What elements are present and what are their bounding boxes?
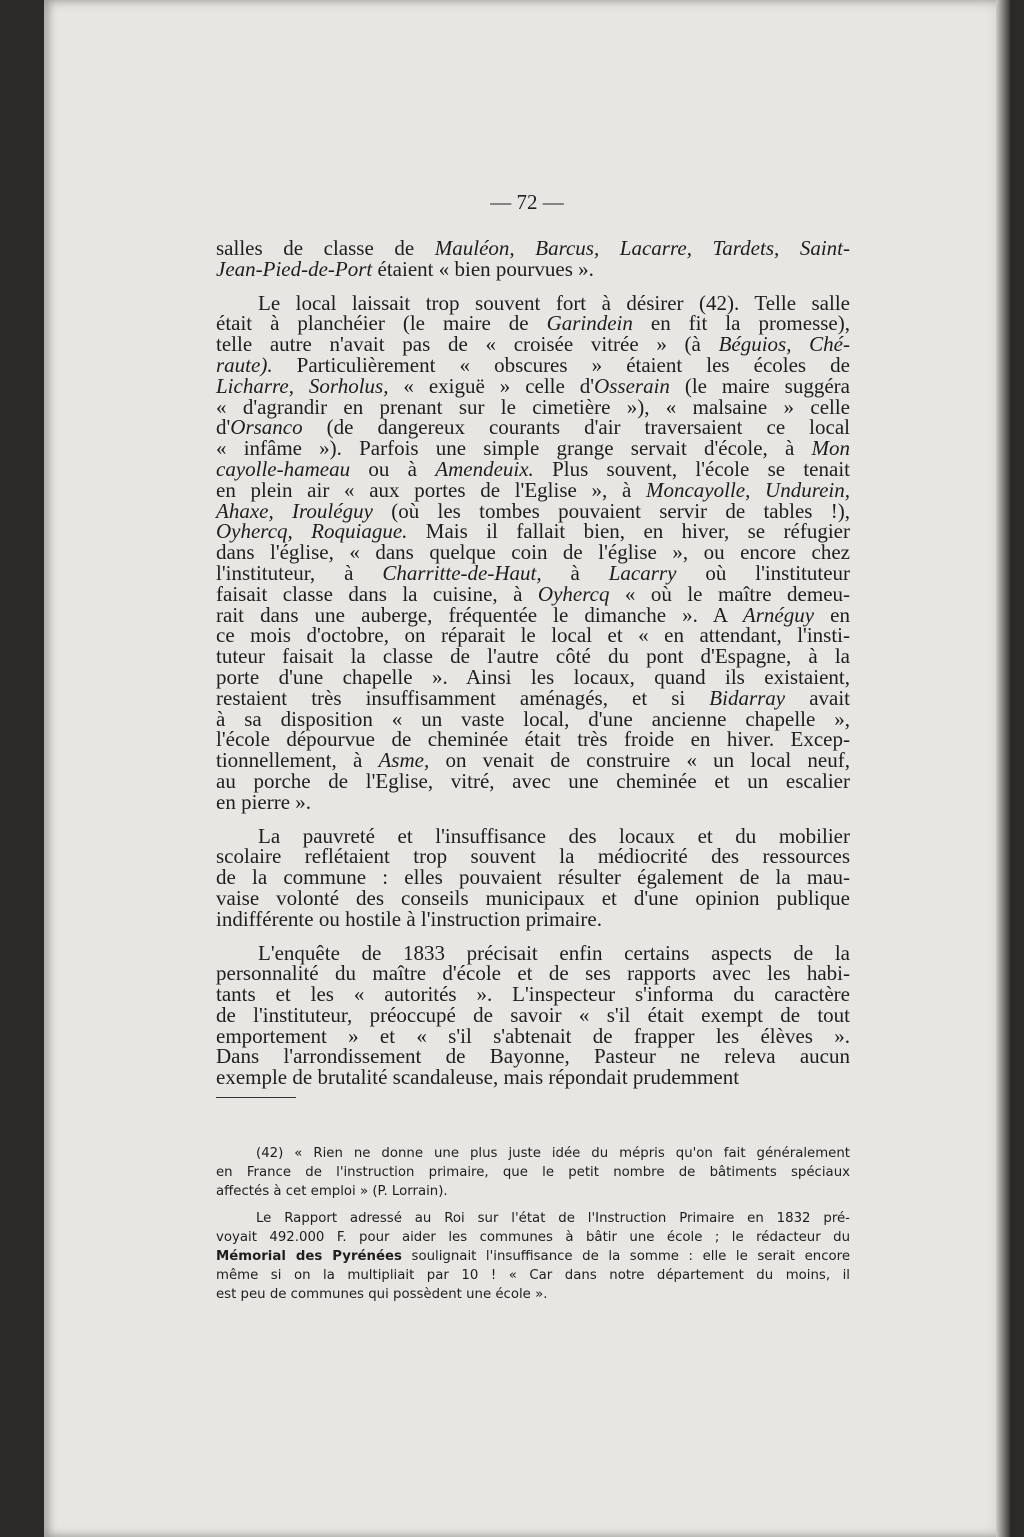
text-run: L'enquête de 1833 précisait enfin certains aspects de la (258, 940, 850, 965)
text-run: tuteur faisait la classe de l'autre côté du pont d'Espagne, à la (216, 644, 850, 669)
text-line (216, 1247, 850, 1266)
text-run: (où les tombes pouvaient servir de tables !), (372, 498, 850, 523)
text-run: Plus souvent, l'école se tenait (533, 456, 850, 481)
text-run: telle autre n'avait pas de « croisée vitrée » (à (216, 332, 719, 357)
text-run: étaient « bien pourvues ». (372, 256, 594, 281)
text-run: de la commune : elles pouvaient résulter également de la mau- (216, 865, 850, 890)
text-line (216, 1163, 850, 1182)
place-name: Asme, (378, 748, 430, 773)
text-line (216, 664, 850, 689)
text-run: vaise volonté des conseils municipaux et d'une opinion publique (216, 885, 850, 910)
text-run: tants et les « autorités ». L'inspecteur s'informa du caractère (216, 982, 850, 1007)
text-run: ou à (350, 456, 436, 481)
text-line (216, 1144, 850, 1163)
text-line (216, 846, 850, 867)
place-name: Charritte-de-Haut, (382, 560, 542, 585)
text-run: en (814, 602, 850, 627)
text-line (216, 498, 850, 523)
text-run: voyait 492.000 F. pour aider les communes à bâtir une école ; le rédacteur du (216, 1230, 850, 1245)
text-run: « où le maître demeu- (609, 581, 851, 606)
text-line (216, 477, 850, 502)
text-run: au porche de l'Eglise, vitré, avec une cheminée et un escalier (216, 768, 850, 793)
text-run: « d'agrandir en prenant sur le cimetière »), « malsaine » celle (216, 394, 850, 419)
place-name: Mon (811, 436, 850, 461)
text-run: emportement » et « s'il s'abtenait de frapper les élèves ». (216, 1023, 850, 1048)
footnote-separator (216, 1097, 296, 1098)
text-run: Mais il fallait bien, en hiver, se réfugier (407, 519, 850, 544)
text-line (216, 373, 850, 398)
text-line (216, 521, 850, 542)
text-run: on venait de construire « un local neuf, (429, 748, 850, 773)
text-run: Le Rapport adressé au Roi sur l'état de l'Instruction Primaire en 1832 pré- (256, 1211, 850, 1226)
page-gutter (996, 0, 1010, 1537)
text-run: Le local laissait trop souvent fort à désirer (42). Telle salle (258, 290, 850, 315)
text-line (216, 456, 850, 481)
text-line (216, 256, 850, 281)
text-run: Dans l'arrondissement de Bayonne, Pasteur ne releva aucun (216, 1044, 850, 1069)
text-run: salles de classe de (216, 236, 435, 260)
text-line (216, 290, 850, 315)
text-run: (42) « Rien ne donne une plus juste idée du mépris qu'on fait généralement (256, 1146, 850, 1161)
text-run: en plein air « aux portes de l'Eglise », à (216, 477, 646, 502)
text-line (216, 560, 851, 585)
place-name: Licharre, Sorholus, (216, 373, 389, 398)
place-name: Oyhercq (537, 581, 610, 606)
text-run: l'instituteur, à (216, 560, 383, 585)
text-run: l'école dépourvue de cheminée était très froide en hiver. Excep- (216, 727, 850, 752)
text-line (216, 542, 850, 563)
text-run: en France de l'instruction primaire, que le petit nombre de bâtiments spéciaux (216, 1165, 850, 1180)
footnote-paragraph (216, 1144, 850, 1201)
text-run: scolaire reflétaient trop souvent la médiocrité des ressources (216, 844, 850, 869)
footnotes (216, 1144, 850, 1312)
text-line (216, 238, 850, 259)
place-name: Béguios, Ché- (718, 332, 851, 357)
text-line (216, 646, 850, 667)
text-line (216, 867, 850, 888)
text-run: « exiguë » celle d' (388, 373, 595, 398)
body-paragraph (216, 290, 851, 814)
place-name: Amendeuix. (435, 456, 534, 481)
place-name: cayolle-hameau (216, 456, 351, 481)
text-line (216, 417, 850, 438)
body-paragraph (216, 238, 850, 280)
body-text (216, 238, 850, 1101)
text-run: personnalité du maître d'école et de ses rapports avec les habi- (216, 961, 850, 986)
text-run: restaient très insuffisamment aménagés, et si (216, 685, 710, 710)
text-line (216, 906, 850, 931)
text-run: à sa disposition « un vaste local, d'une ancienne chapelle », (216, 706, 850, 731)
text-run: porte d'une chapelle ». Ainsi les locaux, quand ils existaient, (216, 664, 850, 689)
text-run: où l'instituteur (676, 560, 851, 585)
text-run: à (541, 560, 609, 585)
text-line (216, 789, 850, 814)
place-name: Garindein (546, 311, 633, 336)
text-line (216, 1209, 850, 1228)
text-line (216, 1182, 850, 1201)
place-name: Bidarray (709, 685, 786, 710)
publication-title: Mémorial des Pyrénées (216, 1249, 402, 1264)
text-run: (de dangereux courants d'air traversaient ce local (302, 415, 850, 440)
text-run: en fit la promesse), (632, 311, 850, 336)
text-run: rait dans une auberge, fréquentée le dimanche ». A (216, 602, 743, 627)
text-run: tionnellement, à (216, 748, 379, 773)
text-run: affectés à cet emploi » (P. Lorrain). (216, 1184, 448, 1199)
place-name: Moncayolle, Undurein, (645, 477, 850, 502)
text-run: faisait classe dans la cuisine, à (216, 581, 538, 606)
place-name: Orsanco (230, 415, 303, 440)
text-line (216, 729, 850, 750)
text-line (216, 313, 850, 334)
place-name: Arnéguy (742, 602, 815, 627)
text-line (216, 750, 850, 771)
text-run: La pauvreté et l'insuffisance des locaux et du mobilier (258, 823, 850, 848)
text-run: exemple de brutalité scandaleuse, mais répondait prudemment (216, 1065, 740, 1090)
body-paragraph (216, 823, 850, 931)
page-number: — 72 — (490, 190, 564, 214)
place-name: Jean-Pied-de-Port (216, 256, 373, 281)
text-run: est peu de communes qui possèdent une école ». (216, 1287, 548, 1302)
text-run: était à planchéier (le maire de (216, 311, 547, 336)
text-run: soulignait l'insuffisance de la somme : elle le serait encore (401, 1249, 851, 1264)
text-run: d' (216, 415, 231, 440)
text-line (216, 602, 850, 627)
text-run: avait (785, 685, 850, 710)
footnote-paragraph (216, 1209, 850, 1304)
text-run: Particulièrement « obscures » étaient les écoles de (272, 352, 850, 377)
text-run: « infâme »). Parfois une simple grange servait d'école, à (216, 436, 812, 461)
text-line (216, 823, 850, 848)
text-line (216, 1046, 850, 1067)
text-line (216, 940, 850, 965)
text-run: ce mois d'octobre, on réparait le local et « en attendant, l'insti- (216, 623, 850, 648)
text-line (216, 706, 850, 731)
place-name: Osserain (594, 373, 670, 398)
place-name: Ahaxe, Irouléguy (216, 498, 373, 523)
text-run: indifférente ou hostile à l'instruction primaire. (216, 906, 602, 931)
text-line (216, 1002, 850, 1027)
body-paragraph (216, 940, 850, 1090)
text-line (216, 581, 851, 606)
text-line (216, 394, 850, 419)
text-run: même si on la multipliait par 10 ! « Car dans notre département du moins, il (216, 1268, 850, 1283)
text-line (216, 334, 850, 355)
place-name: Mauléon, Barcus, Lacarre, Tardets, Saint- (434, 236, 850, 260)
text-line (216, 963, 850, 984)
text-line (216, 1067, 850, 1088)
text-line (216, 625, 850, 646)
text-line (216, 768, 850, 793)
place-name: raute). (216, 352, 273, 377)
text-run: de l'instituteur, préoccupé de savoir « s'il était exempt de tout (216, 1002, 850, 1027)
text-line (216, 1285, 850, 1304)
text-run: en pierre ». (216, 789, 312, 814)
text-line (216, 885, 850, 910)
place-name: Lacarry (608, 560, 677, 585)
text-line (216, 984, 850, 1005)
place-name: Oyhercq, Roquiague. (216, 519, 408, 544)
text-run: (le maire suggéra (669, 373, 850, 398)
text-line (216, 438, 850, 459)
text-line (216, 1228, 850, 1247)
text-run: dans l'église, « dans quelque coin de l'église », ou encore chez (216, 540, 850, 565)
text-line (216, 1266, 850, 1285)
text-line (216, 685, 850, 710)
text-line (216, 352, 850, 377)
text-line (216, 1023, 850, 1048)
